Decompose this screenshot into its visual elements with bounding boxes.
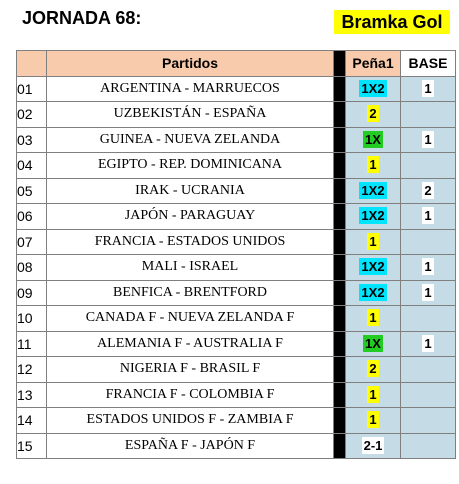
- pena1-prediction: 1X2: [361, 182, 385, 198]
- table-row: [17, 382, 456, 408]
- match-name: ESTADOS UNIDOS F - ZAMBIA F: [47, 408, 334, 434]
- column-separator: [334, 331, 346, 357]
- match-name: JAPÓN - PARAGUAY: [47, 204, 334, 230]
- table-row: [17, 153, 456, 179]
- base-cell: [401, 127, 456, 153]
- match-name: MALI - ISRAEL: [47, 255, 334, 281]
- pena1-cell: [346, 229, 401, 255]
- match-name: CANADA F - NUEVA ZELANDA F: [47, 306, 334, 332]
- pena1-cell: [346, 382, 401, 408]
- base-cell: [401, 280, 456, 306]
- base-cell: [401, 76, 456, 102]
- column-separator: [334, 382, 346, 408]
- row-number: 15: [17, 433, 47, 459]
- row-number: 05: [17, 178, 47, 204]
- header-pena1: Peña1: [346, 51, 401, 77]
- column-separator: [334, 153, 346, 179]
- base-cell: [401, 229, 456, 255]
- match-name: GUINEA - NUEVA ZELANDA: [47, 127, 334, 153]
- table-row: [17, 255, 456, 281]
- row-number: 06: [17, 204, 47, 230]
- row-number: 01: [17, 76, 47, 102]
- row-number: 03: [17, 127, 47, 153]
- column-separator: [334, 51, 346, 77]
- header-num-cell: [17, 51, 47, 77]
- row-number: 12: [17, 357, 47, 383]
- pena1-cell: [346, 306, 401, 332]
- table-row: [17, 127, 456, 153]
- column-separator: [334, 306, 346, 332]
- base-cell: [401, 178, 456, 204]
- column-separator: [334, 357, 346, 383]
- column-separator: [334, 76, 346, 102]
- table-row: [17, 433, 456, 459]
- pena1-prediction: 1X2: [361, 284, 385, 300]
- match-name: IRAK - UCRANIA: [47, 178, 334, 204]
- column-separator: [334, 255, 346, 281]
- match-name: FRANCIA F - COLOMBIA F: [47, 382, 334, 408]
- match-name: BENFICA - BRENTFORD: [47, 280, 334, 306]
- column-separator: [334, 178, 346, 204]
- base-cell: [401, 433, 456, 459]
- match-name: FRANCIA - ESTADOS UNIDOS: [47, 229, 334, 255]
- base-cell: [401, 204, 456, 230]
- base-cell: [401, 255, 456, 281]
- column-separator: [334, 433, 346, 459]
- table-row: [17, 204, 456, 230]
- base-prediction: 1: [424, 80, 432, 96]
- pena1-prediction: 1X: [365, 335, 381, 351]
- quiniela-table: [16, 50, 456, 459]
- pena1-cell: [346, 204, 401, 230]
- table-body: [17, 76, 456, 459]
- match-name: NIGERIA F - BRASIL F: [47, 357, 334, 383]
- table-row: [17, 76, 456, 102]
- pena1-prediction: 1: [369, 157, 377, 173]
- pena1-prediction: 2-1: [363, 437, 383, 453]
- pena1-prediction: 1X2: [361, 208, 385, 224]
- base-prediction: 1: [424, 284, 432, 300]
- base-prediction: 1: [424, 208, 432, 224]
- header-base: BASE: [401, 51, 456, 77]
- base-cell: [401, 408, 456, 434]
- pena1-prediction: 2: [369, 361, 377, 377]
- base-cell: [401, 331, 456, 357]
- table-row: [17, 357, 456, 383]
- base-cell: [401, 153, 456, 179]
- row-number: 04: [17, 153, 47, 179]
- pena1-cell: [346, 127, 401, 153]
- column-separator: [334, 408, 346, 434]
- match-name: ESPAÑA F - JAPÓN F: [47, 433, 334, 459]
- row-number: 09: [17, 280, 47, 306]
- column-separator: [334, 204, 346, 230]
- row-number: 11: [17, 331, 47, 357]
- pena1-prediction: 1: [369, 310, 377, 326]
- pena1-cell: [346, 255, 401, 281]
- row-number: 08: [17, 255, 47, 281]
- table-header-row: [17, 51, 456, 77]
- pena1-prediction: 1X2: [361, 80, 385, 96]
- column-separator: [334, 229, 346, 255]
- match-name: ARGENTINA - MARRUECOS: [47, 76, 334, 102]
- base-prediction: 1: [424, 335, 432, 351]
- pena1-cell: [346, 102, 401, 128]
- pena1-cell: [346, 76, 401, 102]
- base-cell: [401, 306, 456, 332]
- table-row: [17, 408, 456, 434]
- row-number: 02: [17, 102, 47, 128]
- pena1-prediction: 1X: [365, 131, 381, 147]
- row-number: 14: [17, 408, 47, 434]
- row-number: 13: [17, 382, 47, 408]
- pena1-prediction: 2: [369, 106, 377, 122]
- base-cell: [401, 382, 456, 408]
- table-row: [17, 102, 456, 128]
- base-cell: [401, 102, 456, 128]
- column-separator: [334, 280, 346, 306]
- base-prediction: 2: [424, 182, 432, 198]
- table-row: [17, 229, 456, 255]
- row-number: 07: [17, 229, 47, 255]
- pena1-cell: [346, 280, 401, 306]
- pena1-cell: [346, 331, 401, 357]
- pena1-cell: [346, 153, 401, 179]
- match-name: ALEMANIA F - AUSTRALIA F: [47, 331, 334, 357]
- pena1-prediction: 1: [369, 386, 377, 402]
- table-row: [17, 331, 456, 357]
- jornada-title: JORNADA 68:: [22, 8, 142, 28]
- pena1-cell: [346, 357, 401, 383]
- table-row: [17, 178, 456, 204]
- base-cell: [401, 357, 456, 383]
- column-separator: [334, 102, 346, 128]
- row-number: 10: [17, 306, 47, 332]
- pena1-prediction: 1X2: [361, 259, 385, 275]
- table-row: [17, 280, 456, 306]
- pena1-prediction: 1: [369, 412, 377, 428]
- base-prediction: 1: [424, 131, 432, 147]
- pena1-cell: [346, 433, 401, 459]
- pena1-cell: [346, 178, 401, 204]
- base-prediction: 1: [424, 259, 432, 275]
- match-name: UZBEKISTÁN - ESPAÑA: [47, 102, 334, 128]
- pena1-prediction: 1: [369, 233, 377, 249]
- header-partidos: Partidos: [47, 51, 334, 77]
- pena1-cell: [346, 408, 401, 434]
- column-separator: [334, 127, 346, 153]
- match-name: EGIPTO - REP. DOMINICANA: [47, 153, 334, 179]
- table-row: [17, 306, 456, 332]
- brand-label: Bramka Gol: [334, 10, 450, 34]
